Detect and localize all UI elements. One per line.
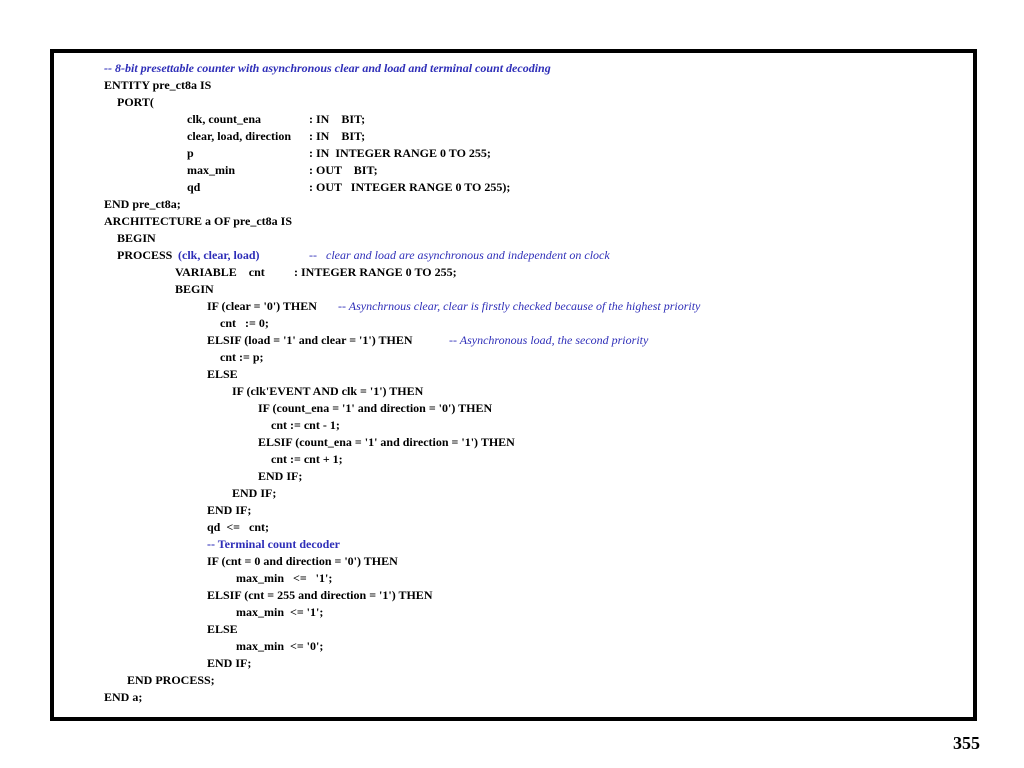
code-comment: -- Asynchrnous clear, clear is firstly checked because of the highest priority (338, 299, 701, 313)
code-line (0, 128, 960, 145)
code-text: END PROCESS; (127, 673, 215, 687)
code-comment: -- Asynchronous load, the second priority (449, 333, 649, 347)
code-text: BEGIN (117, 231, 156, 245)
code-line (0, 383, 960, 400)
code-line (0, 77, 960, 94)
code-line (0, 485, 960, 502)
code-line (0, 536, 960, 553)
code-text: ELSIF (count_ena = '1' and direction = '1') THEN (258, 435, 515, 449)
code-text: END IF; (258, 469, 303, 483)
code-text: END IF; (207, 656, 252, 670)
code-comment: (clk, clear, load) (178, 248, 260, 262)
code-line (0, 94, 960, 111)
code-line (0, 213, 960, 230)
code-line (0, 60, 960, 77)
code-line (0, 468, 960, 485)
code-text: BEGIN (175, 282, 214, 296)
code-text: qd <= cnt; (207, 520, 270, 534)
code-text: max_min <= '0'; (236, 639, 324, 653)
code-line (0, 162, 960, 179)
code-text: ELSE (207, 622, 238, 636)
code-line (0, 145, 960, 162)
code-text: ELSIF (cnt = 255 and direction = '1') THEN (207, 588, 433, 602)
code-text: END IF; (207, 503, 252, 517)
code-text: IF (clk'EVENT AND clk = '1') THEN (232, 384, 424, 398)
code-text: END pre_ct8a; (104, 197, 181, 211)
code-line (0, 349, 960, 366)
code-text: cnt := cnt - 1; (271, 418, 340, 432)
code-line (0, 196, 960, 213)
code-text: PORT( (117, 95, 154, 109)
code-line (0, 621, 960, 638)
code-text: : OUT BIT; (309, 163, 378, 177)
code-text: clear, load, direction (187, 129, 291, 143)
code-line (0, 519, 960, 536)
code-text: max_min <= '1'; (236, 571, 333, 585)
code-text: IF (clear = '0') THEN (207, 299, 317, 313)
code-text: ENTITY pre_ct8a IS (104, 78, 212, 92)
code-text: IF (count_ena = '1' and direction = '0') THEN (258, 401, 493, 415)
code-text: VARIABLE cnt (175, 265, 265, 279)
code-line (0, 247, 960, 264)
code-text: cnt := cnt + 1; (271, 452, 343, 466)
code-text: clk, count_ena (187, 112, 262, 126)
code-line (0, 417, 960, 434)
code-line (0, 451, 960, 468)
code-text: : IN BIT; (309, 129, 366, 143)
code-line (0, 400, 960, 417)
code-text: END IF; (232, 486, 277, 500)
code-line (0, 264, 960, 281)
code-comment: -- clear and load are asynchronous and independent on clock (309, 248, 610, 262)
code-line (0, 638, 960, 655)
code-text: ELSE (207, 367, 238, 381)
code-text: : IN BIT; (309, 112, 366, 126)
code-text: : OUT INTEGER RANGE 0 TO 255); (309, 180, 511, 194)
code-line (0, 111, 960, 128)
code-line (0, 434, 960, 451)
code-line (0, 570, 960, 587)
code-comment: -- 8-bit presettable counter with asynchronous clear and load and terminal count decoding (104, 61, 551, 75)
code-text: END a; (104, 690, 143, 704)
code-line (0, 655, 960, 672)
code-line (0, 179, 960, 196)
code-text: IF (cnt = 0 and direction = '0') THEN (207, 554, 398, 568)
page-number: 355 (953, 733, 980, 753)
code-text: : IN INTEGER RANGE 0 TO 255; (309, 146, 491, 160)
code-line (0, 604, 960, 621)
code-text: max_min (187, 163, 235, 177)
code-text: : INTEGER RANGE 0 TO 255; (294, 265, 457, 279)
code-line (0, 298, 960, 315)
code-line (0, 332, 960, 349)
code-text: cnt := 0; (220, 316, 269, 330)
code-text: ELSIF (load = '1' and clear = '1') THEN (207, 333, 413, 347)
code-line (0, 672, 960, 689)
code-text: ARCHITECTURE a OF pre_ct8a IS (104, 214, 293, 228)
code-text: cnt := p; (220, 350, 264, 364)
code-text: qd (187, 180, 201, 194)
code-line (0, 315, 960, 332)
code-text: max_min <= '1'; (236, 605, 324, 619)
code-line (0, 281, 960, 298)
code-text: PROCESS (117, 248, 176, 262)
code-line (0, 230, 960, 247)
code-comment: -- Terminal count decoder (207, 537, 340, 551)
code-line (0, 502, 960, 519)
code-line (0, 553, 960, 570)
code-line (0, 587, 960, 604)
code-line (0, 689, 960, 706)
code-text: p (187, 146, 194, 160)
code-line (0, 366, 960, 383)
